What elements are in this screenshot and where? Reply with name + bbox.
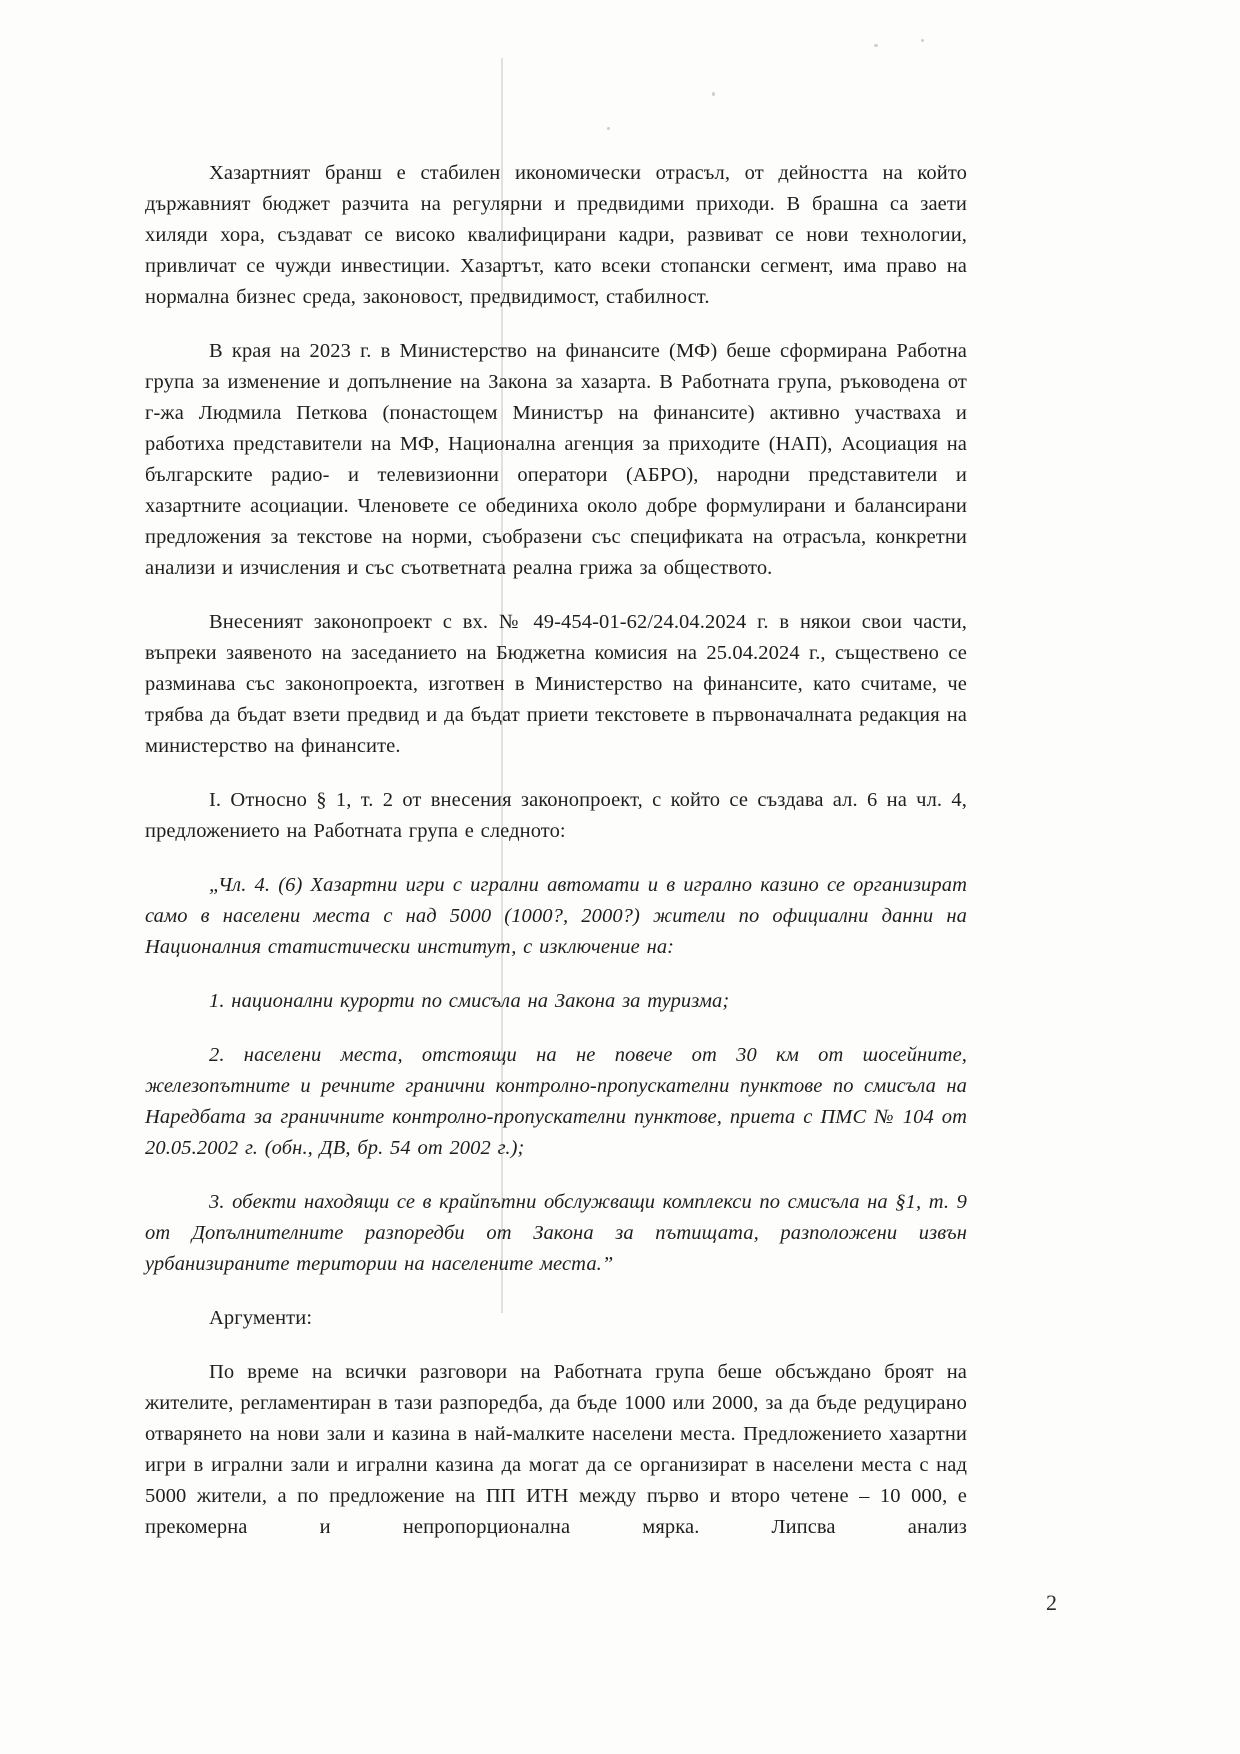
paragraph-industry: Хазартният бранш е стабилен икономически отрасъл, от дейността на който държавният бюджет разчита на регулярни и предвидими приходи. В брашна са заети хиляди хора, създават се високо квалифицирани кадри, развиват се нови технологии, привличат се чужди инвестиции. Хазартът, като всеки стопански сегмент, има право на нормална бизнес среда, законовост, предвидимост, стабилност. <box>145 162 967 308</box>
scan-speck <box>921 39 924 42</box>
arguments-heading: Аргументи: <box>209 1307 313 1329</box>
paragraph-arguments: По време на всички разговори на Работната група беше обсъждано броят на жителите, регламентиран в тази разпоредба, да бъде 1000 или 2000, за да бъде редуцирано отварянето на нови зали и казина в най-малките населени места. Предложението хазартни игри в игрални зали и игрални казина да могат да се организират в населени места с над 5000 жители, а по предложение на ПП ИТН между първо и второ четене – 10 000, е прекомерна и непропорционална мярка. Липсва анализ <box>145 1361 967 1538</box>
document-body <box>145 158 967 1566</box>
quote-item-2: 2. населени места, отстоящи на не повече от 30 км от шосейните, железопътните и речните гранични контролно-пропускателни пунктове по смисъла на Наредбата за граничните контролно-пропускателни пунктове, приета с ПМС № 104 от 20.05.2002 г. (обн., ДВ, бр. 54 от 2002 г.); <box>145 1044 967 1159</box>
quote-intro: „Чл. 4. (6) Хазартни игри с игрални автомати и в игрално казино се организират само в населени места с над 5000 (1000?, 2000?) жители по официални данни на Националния статистически институт, с изключение на: <box>145 874 967 958</box>
section-heading: I. Относно § 1, т. 2 от внесения законопроект, с който се създава ал. 6 на чл. 4, предложението на Работната група е следното: <box>145 789 967 842</box>
paragraph-bill: Внесеният законопроект с вх. № 49-454-01-62/24.04.2024 г. в някои свои части, въпреки заявеното на заседанието на Бюджетна комисия на 25.04.2024 г., съществено се разминава със законопроекта, изготвен в Министерство на финансите, като считаме, че трябва да бъдат взети предвид и да бъдат приети текстовете в първоначалната редакция на министерство на финансите. <box>145 611 967 757</box>
paragraph-workgroup: В края на 2023 г. в Министерство на финансите (МФ) беше сформирана Работна група за изменение и допълнение на Закона за хазарта. В Работната група, ръководена от г-жа Людмила Петкова (понастощем Министър на финансите) активно участваха и работиха представители на МФ, Национална агенция за приходите (НАП), Асоциация на българските радио- и телевизионни оператори (АБРО), народни представители и хазартните асоциации. Членовете се обединиха около добре формулирани и балансирани предложения за текстове на норми, съобразени със спецификата на отрасъла, конкретни анализи и изчисления и със съответната реална грижа за обществото. <box>145 340 967 579</box>
quote-item-1: 1. национални курорти по смисъла на Закона за туризма; <box>209 990 730 1012</box>
scan-speck <box>874 44 878 47</box>
scan-speck <box>607 127 610 130</box>
quote-item-3: 3. обекти находящи се в крайпътни обслужващи комплекси по смисъла на §1, т. 9 от Допълнителните разпоредби от Закона за пътищата, разположени извън урбанизираните територии на населените места.” <box>145 1191 967 1275</box>
page-number: 2 <box>1046 1590 1057 1615</box>
scan-speck <box>712 92 715 96</box>
